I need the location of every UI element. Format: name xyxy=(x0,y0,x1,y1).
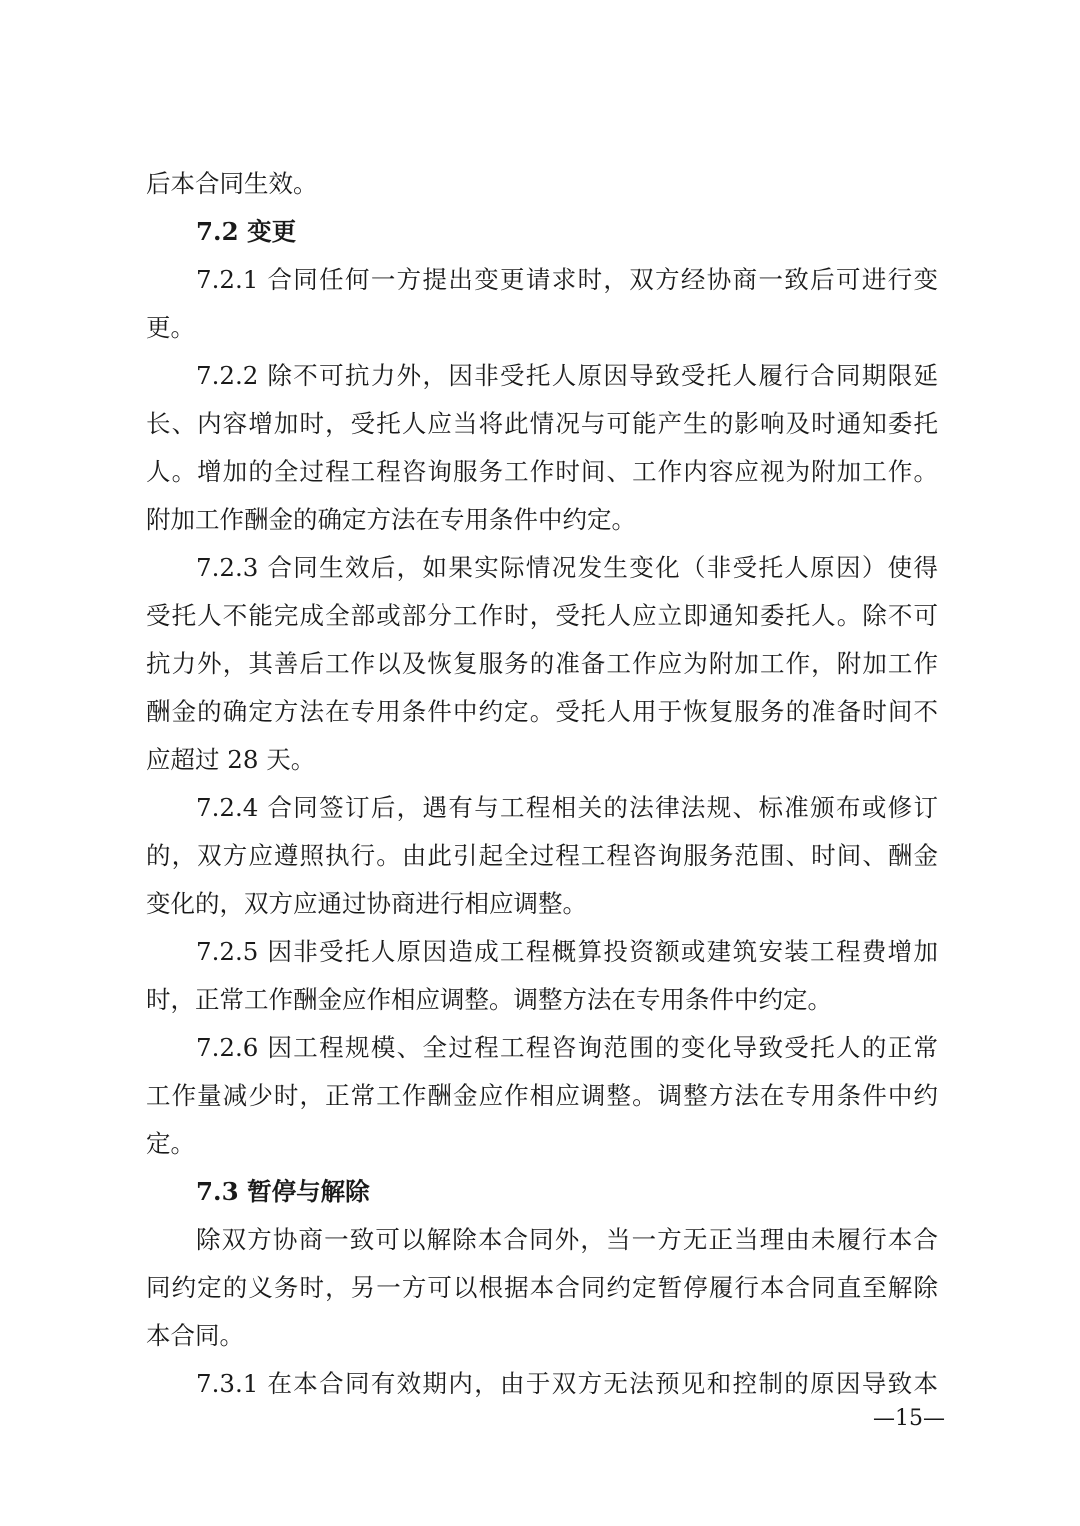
text-line: 受托人不能完成全部或部分工作时，受托人应立即通知委托人。除不可 xyxy=(146,601,938,630)
text-line: 7.3.1 在本合同有效期内，由于双方无法预见和控制的原因导致本 xyxy=(196,1369,938,1398)
text-line: 7.2.5 因非受托人原因造成工程概算投资额或建筑安装工程费增加 xyxy=(196,937,938,966)
text-line: 定。 xyxy=(146,1129,195,1158)
page-number: —15— xyxy=(873,1406,945,1431)
text-line: 7.2.4 合同签订后，遇有与工程相关的法律法规、标准颁布或修订 xyxy=(196,793,938,822)
text-line: 酬金的确定方法在专用条件中约定。受托人用于恢复服务的准备时间不 xyxy=(146,697,938,726)
text-line: 7.2.1 合同任何一方提出变更请求时，双方经协商一致后可进行变 xyxy=(196,265,938,294)
section-heading-7-2: 7.2 变更 xyxy=(196,217,297,246)
text-line: 工作量减少时，正常工作酬金应作相应调整。调整方法在专用条件中约 xyxy=(146,1081,938,1110)
text-line: 同约定的义务时，另一方可以根据本合同约定暂停履行本合同直至解除 xyxy=(146,1273,938,1302)
text-line: 应超过 28 天。 xyxy=(146,745,316,774)
text-line: 附加工作酬金的确定方法在专用条件中约定。 xyxy=(146,505,636,534)
document-page xyxy=(146,160,938,1408)
text-line: 7.2.3 合同生效后，如果实际情况发生变化（非受托人原因）使得 xyxy=(196,553,938,582)
section-heading-7-3: 7.3 暂停与解除 xyxy=(196,1177,370,1206)
text-line: 本合同。 xyxy=(146,1321,244,1350)
text-line: 变化的，双方应通过协商进行相应调整。 xyxy=(146,889,587,918)
text-line: 抗力外，其善后工作以及恢复服务的准备工作应为附加工作，附加工作 xyxy=(146,649,938,678)
text-line: 除双方协商一致可以解除本合同外，当一方无正当理由未履行本合 xyxy=(196,1225,938,1254)
text-line: 后本合同生效。 xyxy=(146,169,318,198)
text-line: 的，双方应遵照执行。由此引起全过程工程咨询服务范围、时间、酬金 xyxy=(146,841,938,870)
text-line: 更。 xyxy=(146,313,195,342)
text-line: 7.2.2 除不可抗力外，因非受托人原因导致受托人履行合同期限延 xyxy=(196,361,938,390)
text-line: 7.2.6 因工程规模、全过程工程咨询范围的变化导致受托人的正常 xyxy=(196,1033,938,1062)
text-line: 人。增加的全过程工程咨询服务工作时间、工作内容应视为附加工作。 xyxy=(146,457,938,486)
text-line: 时，正常工作酬金应作相应调整。调整方法在专用条件中约定。 xyxy=(146,985,832,1014)
text-line: 长、内容增加时，受托人应当将此情况与可能产生的影响及时通知委托 xyxy=(146,409,938,438)
